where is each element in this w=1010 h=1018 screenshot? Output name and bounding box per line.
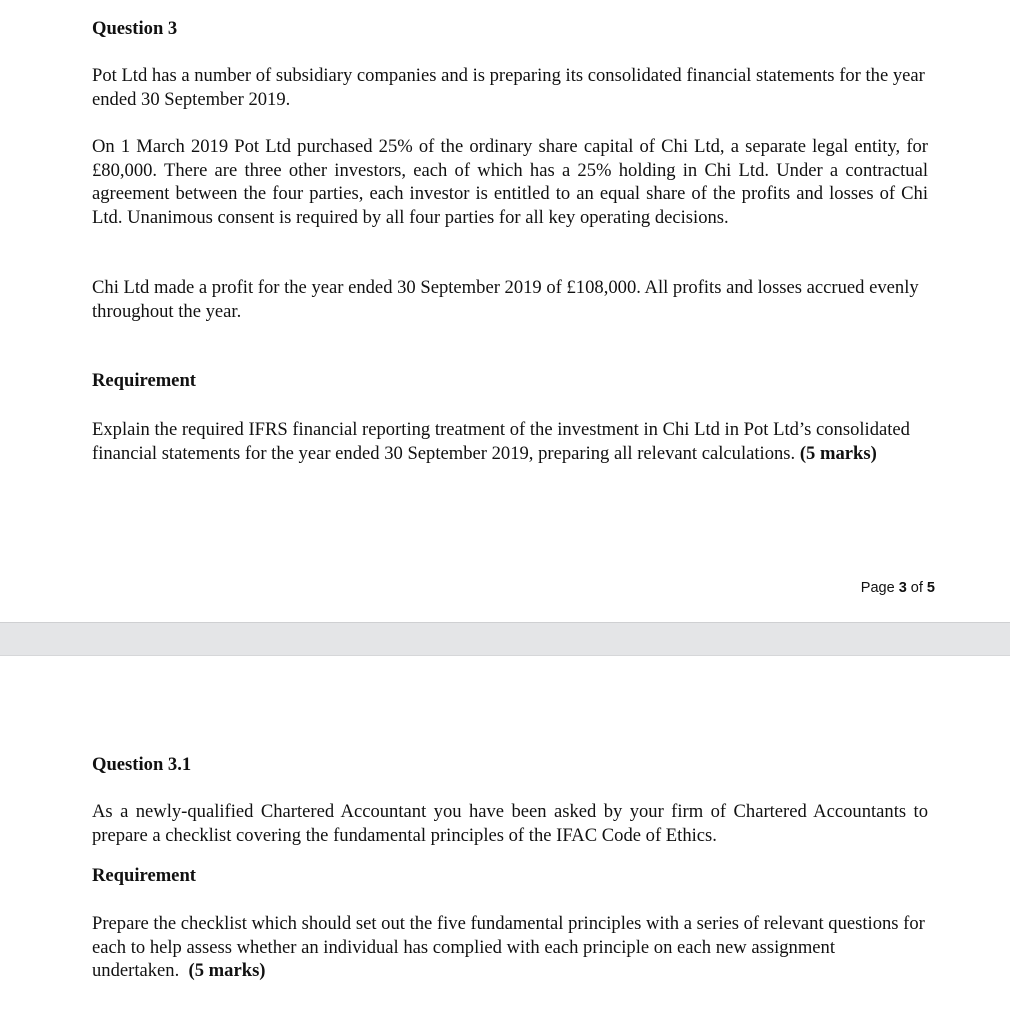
document-page-4 [0,656,1010,1018]
question-3-title: Question 3 [92,18,178,39]
question-3-1-marks: (5 marks) [188,960,266,981]
page-separator [0,622,1010,656]
question-3-requirement-heading: Requirement [92,370,196,391]
question-3-requirement-body: Explain the required IFRS financial reporting treatment of the investment in Chi Ltd in Pot Ltd’s consolidated financial statements for the year ended 30 September 2019, preparing all relevant calculations. [92,419,910,464]
question-3-requirement-text [92,418,928,465]
question-3-1-requirement-body: Prepare the checklist which should set out the five fundamental principles with a series of relevant questions for each to help assess whether an individual has complied with each principle on each new assignment undertaken. [92,913,925,981]
question-3-1-requirement-text [92,912,928,983]
question-3-marks: (5 marks) [799,442,877,464]
question-3-1-title: Question 3.1 [92,754,192,775]
page-of-label: of [910,580,923,596]
current-page-number: 3 [898,580,907,596]
question-3-intro: Pot Ltd has a number of subsidiary companies and is preparing its consolidated financial statements for the year ended 30 September 2019. [92,65,925,110]
question-3-profit-paragraph: Chi Ltd made a profit for the year ended 30 September 2019 of £108,000. All profits and losses accrued evenly throughout the year. [92,277,919,322]
question-3-scenario-paragraph: On 1 March 2019 Pot Ltd purchased 25% of the ordinary share capital of Chi Ltd, a separate legal entity, for £80,000. There are three other investors, each of which has a 25% holding in Chi Ltd. Under a contractual agreement between the four parties, each investor is entitled to an equal share of the profits and losses of Chi Ltd. Unanimous consent is required by all four parties for all key operating decisions. [92,136,928,228]
page-number-footer [861,580,935,596]
page-label: Page [860,580,895,596]
question-3-1-intro: As a newly-qualified Chartered Accountant you have been asked by your firm of Chartered Accountants to prepare a checklist covering the fundamental principles of the IFAC Code of Ethics. [92,801,928,846]
total-page-count: 5 [926,580,935,596]
question-3-1-requirement-heading: Requirement [92,865,196,886]
